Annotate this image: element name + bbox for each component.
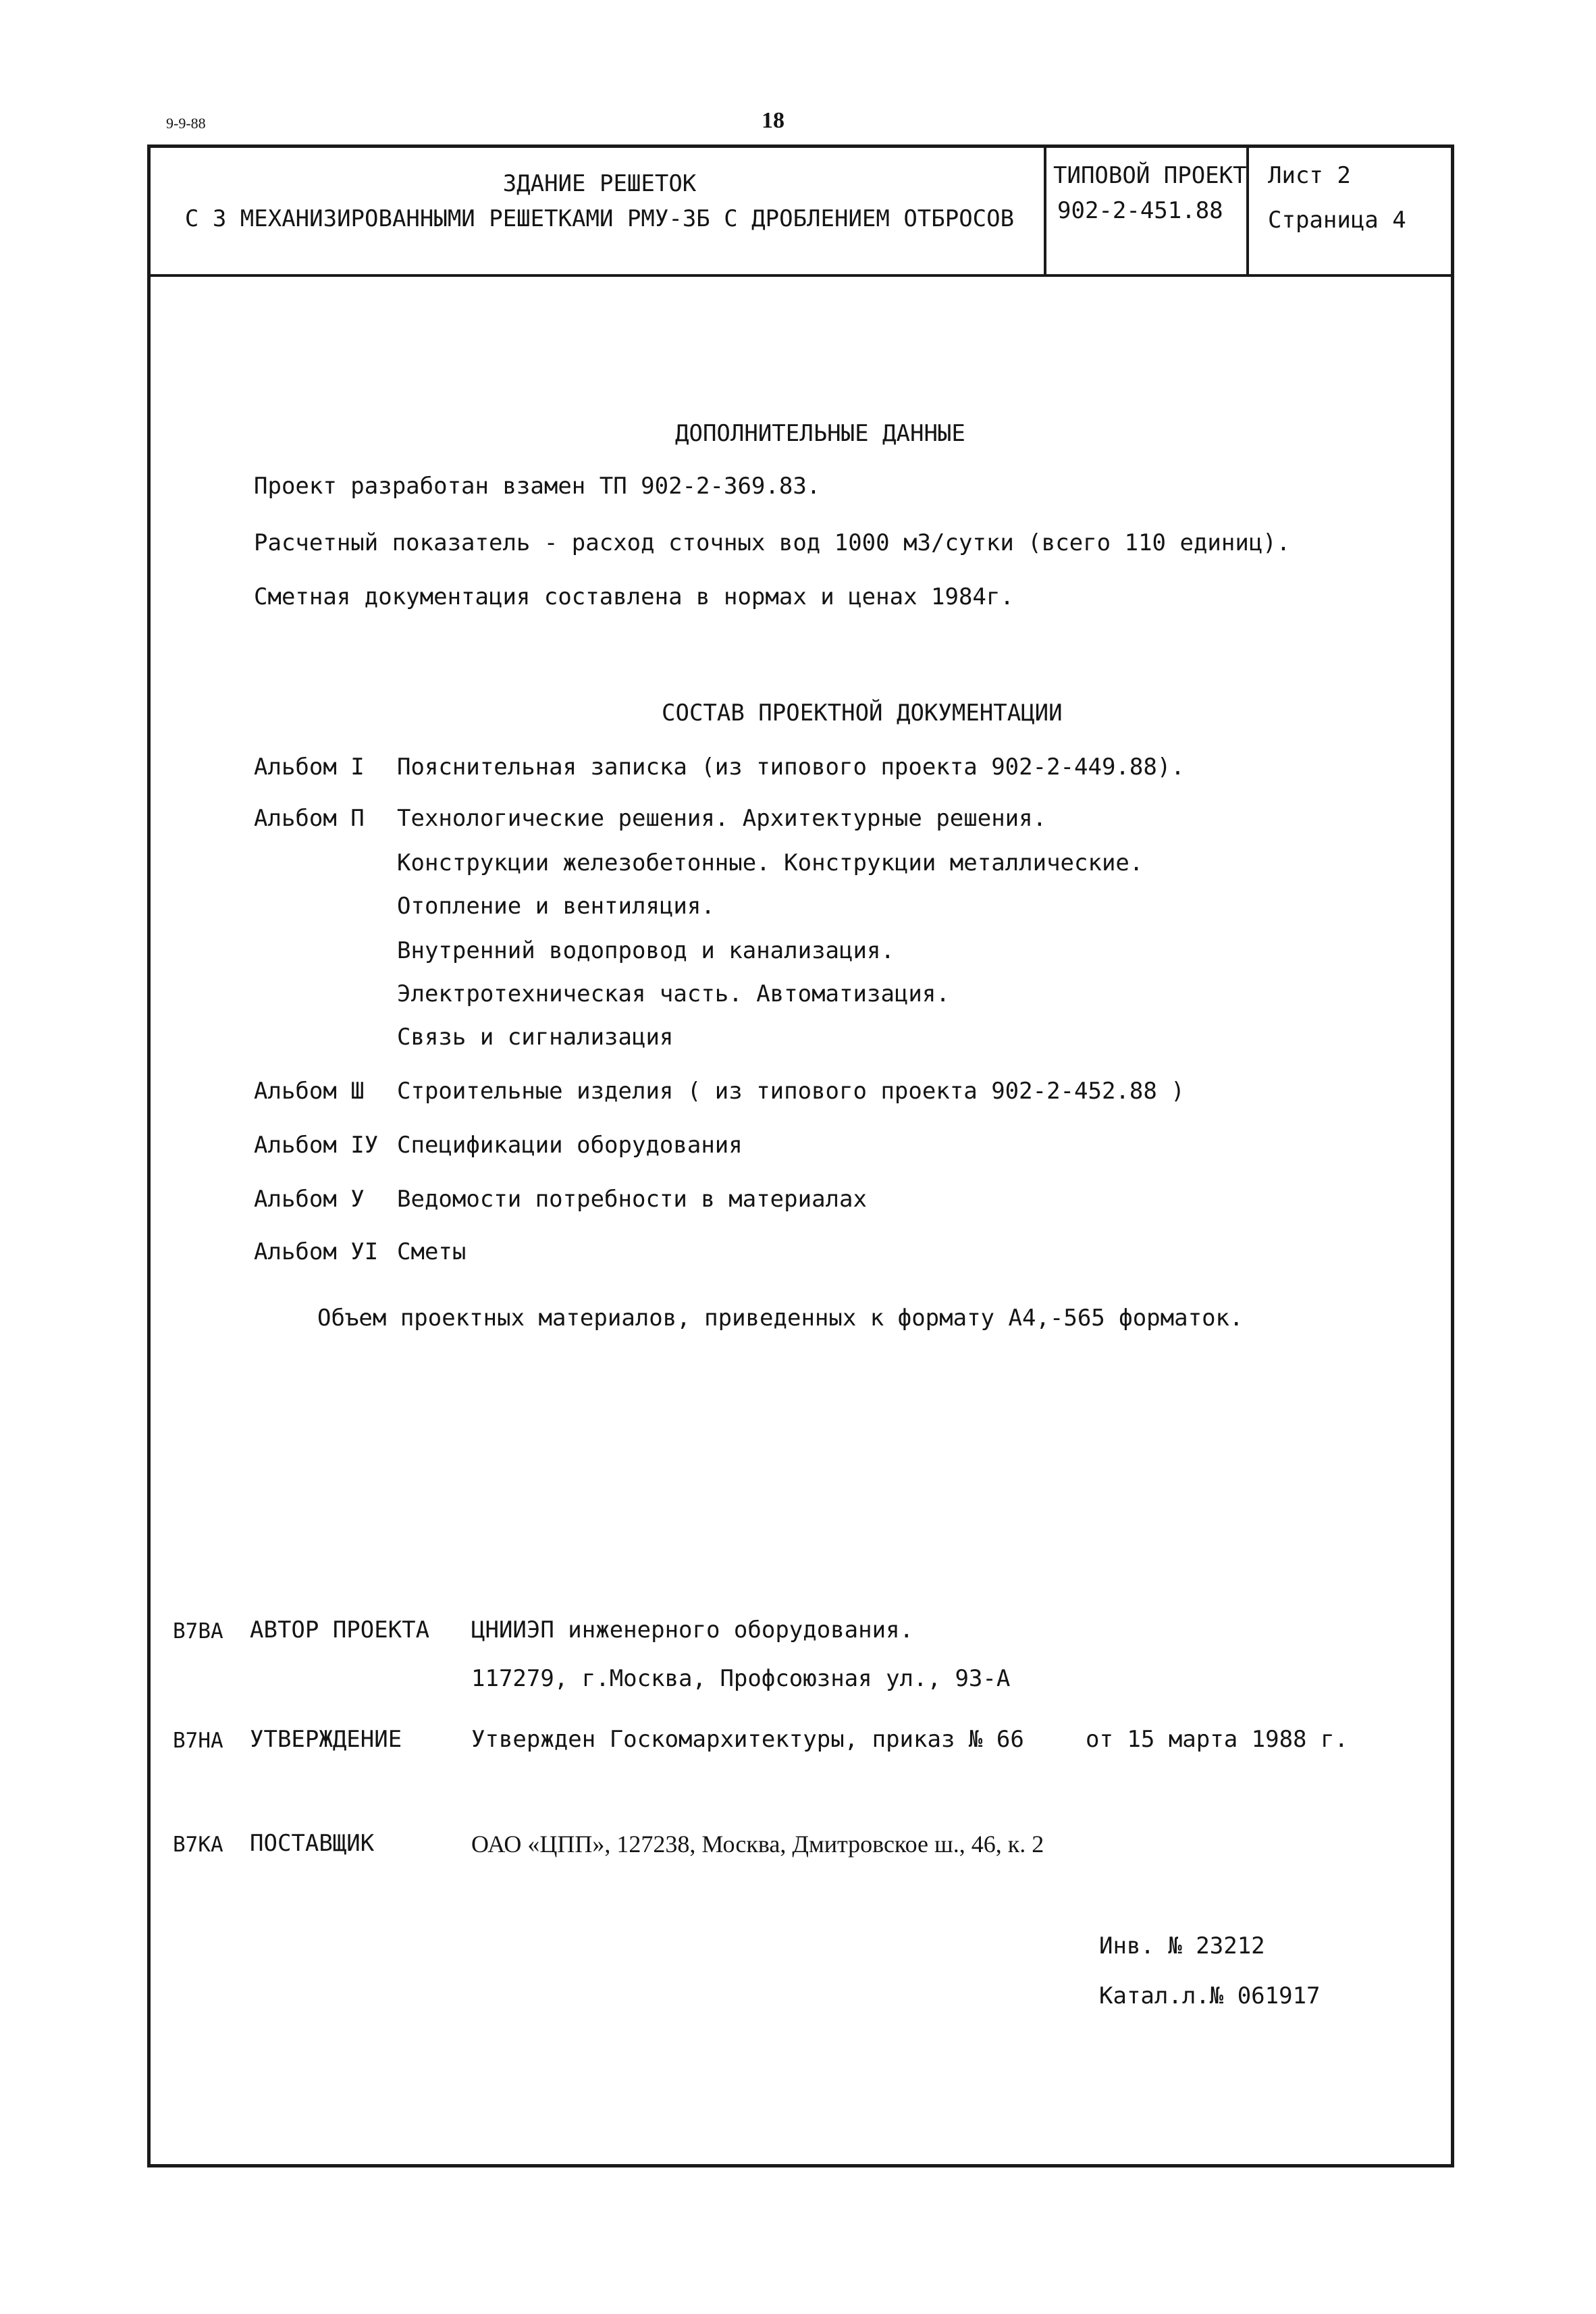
album-line: Сметы	[397, 1238, 467, 1265]
project-label: ТИПОВОЙ ПРОЕКТ	[1053, 162, 1247, 189]
album-label: Альбом УI	[254, 1238, 379, 1265]
additional-heading: ДОПОЛНИТЕЛЬНЫЕ ДАННЫЕ	[675, 420, 965, 447]
title-line-1: ЗДАНИЕ РЕШЕТОК	[502, 170, 697, 197]
album-label: Альбом У	[254, 1186, 365, 1213]
approval-code: В7НА	[173, 1729, 223, 1753]
album-line: Внутренний водопровод и канализация.	[397, 937, 895, 964]
approval-date: от 15 марта 1988 г.	[1086, 1726, 1348, 1753]
album-line: Электротехническая часть. Автоматизация.	[397, 980, 950, 1007]
author-code: В7ВА	[173, 1619, 223, 1644]
title-line-2: С 3 МЕХАНИЗИРОВАННЫМИ РЕШЕТКАМИ РМУ-3Б С ДРОБЛЕНИЕМ ОТБРОСОВ	[184, 205, 1015, 232]
approval-label: УТВЕРЖДЕНИЕ	[250, 1726, 402, 1753]
album-line: Отопление и вентиляция.	[397, 893, 715, 920]
sheet-number: Лист 2	[1268, 162, 1351, 189]
approval-text: Утвержден Госкомархитектуры, приказ № 66	[471, 1726, 1024, 1753]
supplier-text: ОАО «ЦПП», 127238, Москва, Дмитровское ш., 46, к. 2	[471, 1831, 1044, 1858]
author-org: ЦНИИЭП инженерного оборудования.	[471, 1616, 914, 1644]
album-label: Альбом I	[254, 754, 365, 781]
inventory-number: Инв. № 23212	[1099, 1932, 1265, 1960]
album-line: Спецификации оборудования	[397, 1132, 743, 1159]
additional-line: Проект разработан взамен ТП 902-2-369.83.	[254, 473, 821, 500]
additional-line: Расчетный показатель - расход сточных вод 1000 м3/сутки (всего 110 единиц).	[254, 529, 1291, 556]
album-line: Связь и сигнализация	[397, 1024, 674, 1051]
supplier-label: ПОСТАВЩИК	[250, 1830, 375, 1857]
additional-line: Сметная документация составлена в нормах и ценах 1984г.	[254, 583, 1014, 610]
title-block-divider-1	[1044, 144, 1046, 277]
album-label: Альбом П	[254, 805, 365, 832]
album-line: Технологические решения. Архитектурные решения.	[397, 805, 1047, 832]
album-label: Альбом IУ	[254, 1132, 379, 1159]
album-label: Альбом Ш	[254, 1078, 365, 1105]
album-line: Конструкции железобетонные. Конструкции металлические.	[397, 849, 1144, 876]
project-number: 902-2-451.88	[1057, 197, 1223, 224]
author-label: АВТОР ПРОЕКТА	[250, 1616, 430, 1644]
album-line: Ведомости потребности в материалах	[397, 1186, 867, 1213]
album-line: Пояснительная записка (из типового проекта 902-2-449.88).	[397, 754, 1185, 781]
supplier-code: В7КА	[173, 1833, 223, 1857]
page-number-label: Страница 4	[1268, 207, 1406, 234]
corner-code: 9-9-88	[166, 115, 206, 132]
catalog-number: Катал.л.№ 061917	[1099, 1982, 1321, 2009]
album-line: Строительные изделия ( из типового проекта 902-2-452.88 )	[397, 1078, 1185, 1105]
author-address: 117279, г.Москва, Профсоюзная ул., 93-А	[471, 1665, 1011, 1692]
composition-heading: СОСТАВ ПРОЕКТНОЙ ДОКУМЕНТАЦИИ	[662, 700, 1063, 727]
page-number: 18	[762, 108, 784, 133]
volume-note: Объем проектных материалов, приведенных к формату А4,-565 форматок.	[317, 1305, 1244, 1332]
